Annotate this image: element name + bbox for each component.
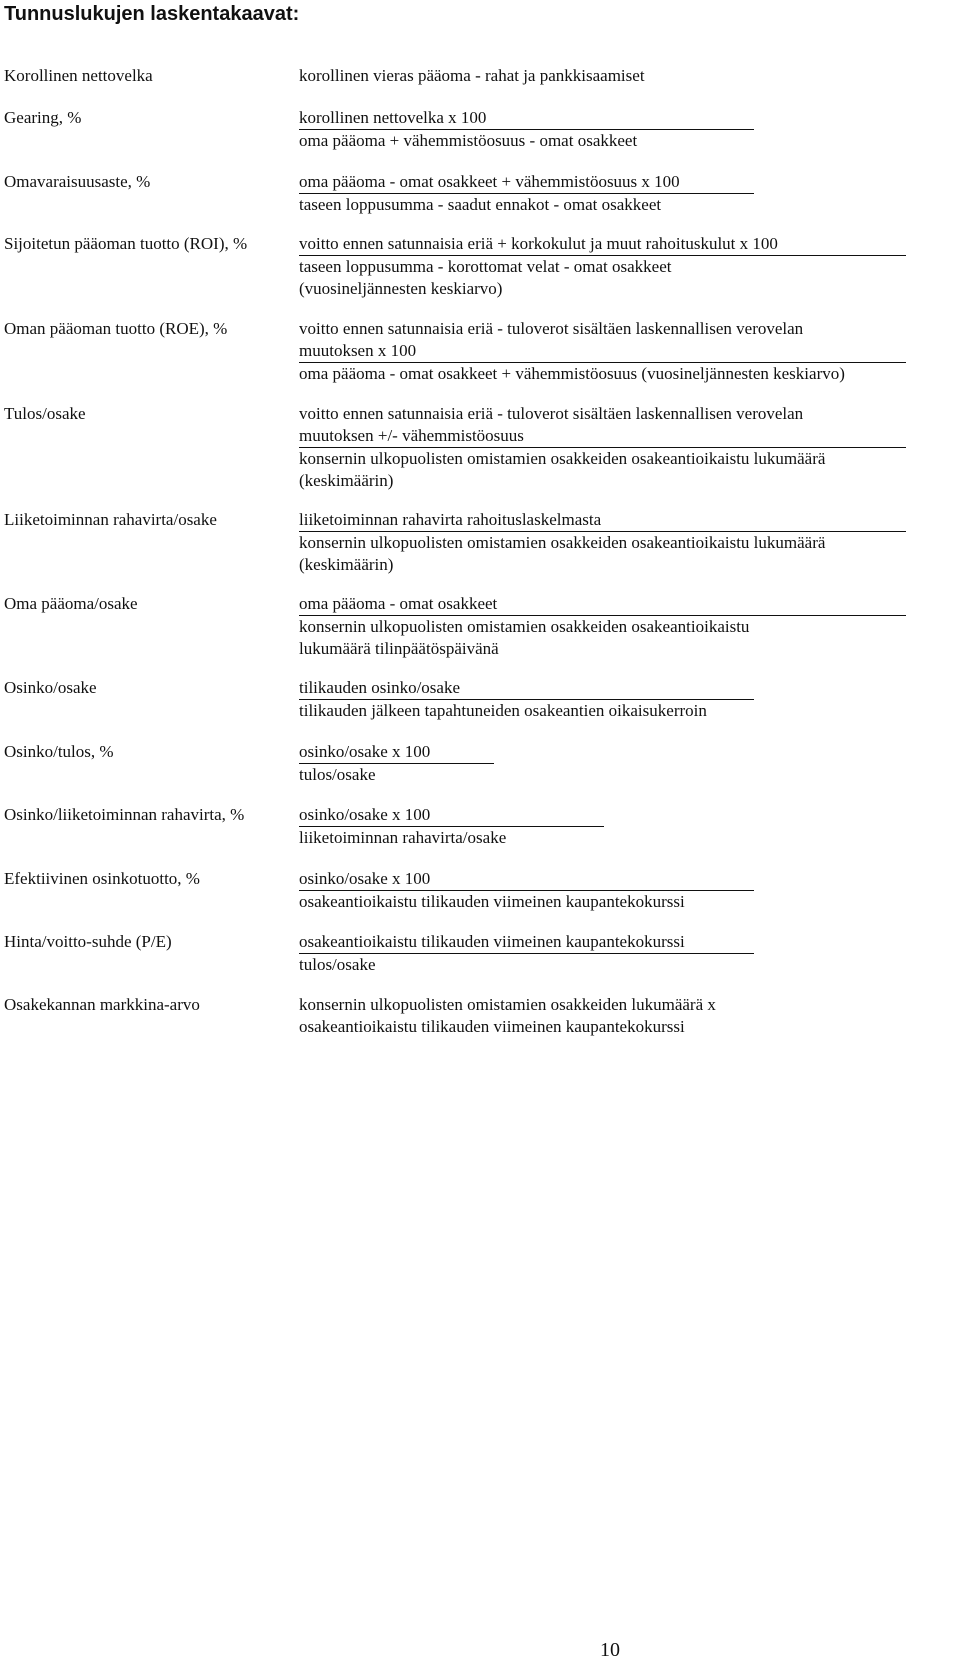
formula-label: Oman pääoman tuotto (ROE), % (4, 319, 228, 338)
formula-numerator: osinko/osake x 100 (299, 868, 754, 891)
formula-label: Liiketoiminnan rahavirta/osake (4, 510, 217, 529)
formula-denominator: konsernin ulkopuolisten omistamien osakkeiden osakeantioikaistu lukumäärä (299, 533, 826, 552)
formula-numerator: tilikauden osinko/osake (299, 677, 754, 700)
page-number: 10 (600, 1639, 620, 1661)
formula-expression (299, 509, 906, 576)
formula-numerator: voitto ennen satunnaisia eriä - tuloverot sisältäen laskennallisen verovelan (299, 319, 804, 338)
formula-denominator: tilikauden jälkeen tapahtuneiden osakeantien oikaisukerroin (299, 701, 707, 720)
formula-numerator: osinko/osake x 100 (299, 741, 494, 764)
formula-denominator: osakeantioikaistu tilikauden viimeinen kaupantekokurssi (299, 892, 685, 911)
formula-numerator: voitto ennen satunnaisia eriä + korkokulut ja muut rahoituskulut x 100 (299, 233, 906, 256)
formula-label: Osinko/tulos, % (4, 742, 114, 761)
formula-line: osakeantioikaistu tilikauden viimeinen kaupantekokurssi (299, 1017, 685, 1036)
formula-denominator-note: (vuosineljännesten keskiarvo) (299, 279, 503, 298)
formula-numerator: osinko/osake x 100 (299, 804, 604, 827)
formula-denominator: liiketoiminnan rahavirta/osake (299, 828, 507, 847)
formula-denominator: konsernin ulkopuolisten omistamien osakkeiden osakeantioikaistu (299, 617, 750, 636)
formula-numerator: voitto ennen satunnaisia eriä - tuloverot sisältäen laskennallisen verovelan (299, 404, 804, 423)
formula-denominator-note: (keskimäärin) (299, 555, 394, 574)
formula-label: Osinko/osake (4, 678, 97, 697)
formula-label: Oma pääoma/osake (4, 594, 138, 613)
formula-denominator: taseen loppusumma - saadut ennakot - omat osakkeet (299, 195, 662, 214)
formula-expression (299, 233, 906, 300)
formula-denominator-note: (keskimäärin) (299, 471, 394, 490)
formula-label: Hinta/voitto-suhde (P/E) (4, 932, 172, 951)
formula-expression (299, 593, 906, 660)
formula-line: konsernin ulkopuolisten omistamien osakkeiden lukumäärä x (299, 995, 716, 1014)
formula-denominator: taseen loppusumma - korottomat velat - omat osakkeet (299, 257, 672, 276)
formula-numerator-cont: muutoksen +/- vähemmistöosuus (299, 425, 906, 448)
formula-expression (299, 931, 754, 976)
formula-label: Tulos/osake (4, 404, 86, 423)
formula-numerator-cont: muutoksen x 100 (299, 340, 906, 363)
formula-numerator: liiketoiminnan rahavirta rahoituslaskelmasta (299, 509, 906, 532)
formula-numerator: oma pääoma - omat osakkeet + vähemmistöosuus x 100 (299, 171, 754, 194)
formula-expression (299, 741, 494, 786)
formula-expression (299, 65, 645, 87)
formula-denominator: tulos/osake (299, 765, 376, 784)
formula-denominator: oma pääoma + vähemmistöosuus - omat osakkeet (299, 131, 638, 150)
formula-label: Korollinen nettovelka (4, 66, 153, 85)
formula-expression (299, 804, 604, 849)
page-title: Tunnuslukujen laskentakaavat: (4, 3, 300, 25)
formula-label: Osakekannan markkina-arvo (4, 995, 200, 1014)
formula-label: Sijoitetun pääoman tuotto (ROI), % (4, 234, 248, 253)
formula-label: Gearing, % (4, 108, 82, 127)
formula-label: Omavaraisuusaste, % (4, 172, 151, 191)
formula-numerator: osakeantioikaistu tilikauden viimeinen kaupantekokurssi (299, 931, 754, 954)
formula-denominator: konsernin ulkopuolisten omistamien osakkeiden osakeantioikaistu lukumäärä (299, 449, 826, 468)
formula-label: Efektiivinen osinkotuotto, % (4, 869, 200, 888)
formula-expression (299, 403, 906, 492)
formula-expression (299, 677, 754, 722)
formula-numerator: oma pääoma - omat osakkeet (299, 593, 906, 616)
formula-denominator: oma pääoma - omat osakkeet + vähemmistöosuus (vuosineljännesten keskiarvo) (299, 364, 845, 383)
formula-numerator: korollinen nettovelka x 100 (299, 107, 754, 130)
formula-expression (299, 107, 754, 152)
formula-denominator: tulos/osake (299, 955, 376, 974)
formula-line: korollinen vieras pääoma - rahat ja pankkisaamiset (299, 66, 645, 85)
formula-expression (299, 171, 754, 216)
formula-denominator-cont: lukumäärä tilinpäätöspäivänä (299, 639, 499, 658)
formula-label: Osinko/liiketoiminnan rahavirta, % (4, 805, 245, 824)
formula-expression (299, 868, 754, 913)
formula-expression (299, 318, 906, 385)
formula-expression (299, 994, 716, 1038)
